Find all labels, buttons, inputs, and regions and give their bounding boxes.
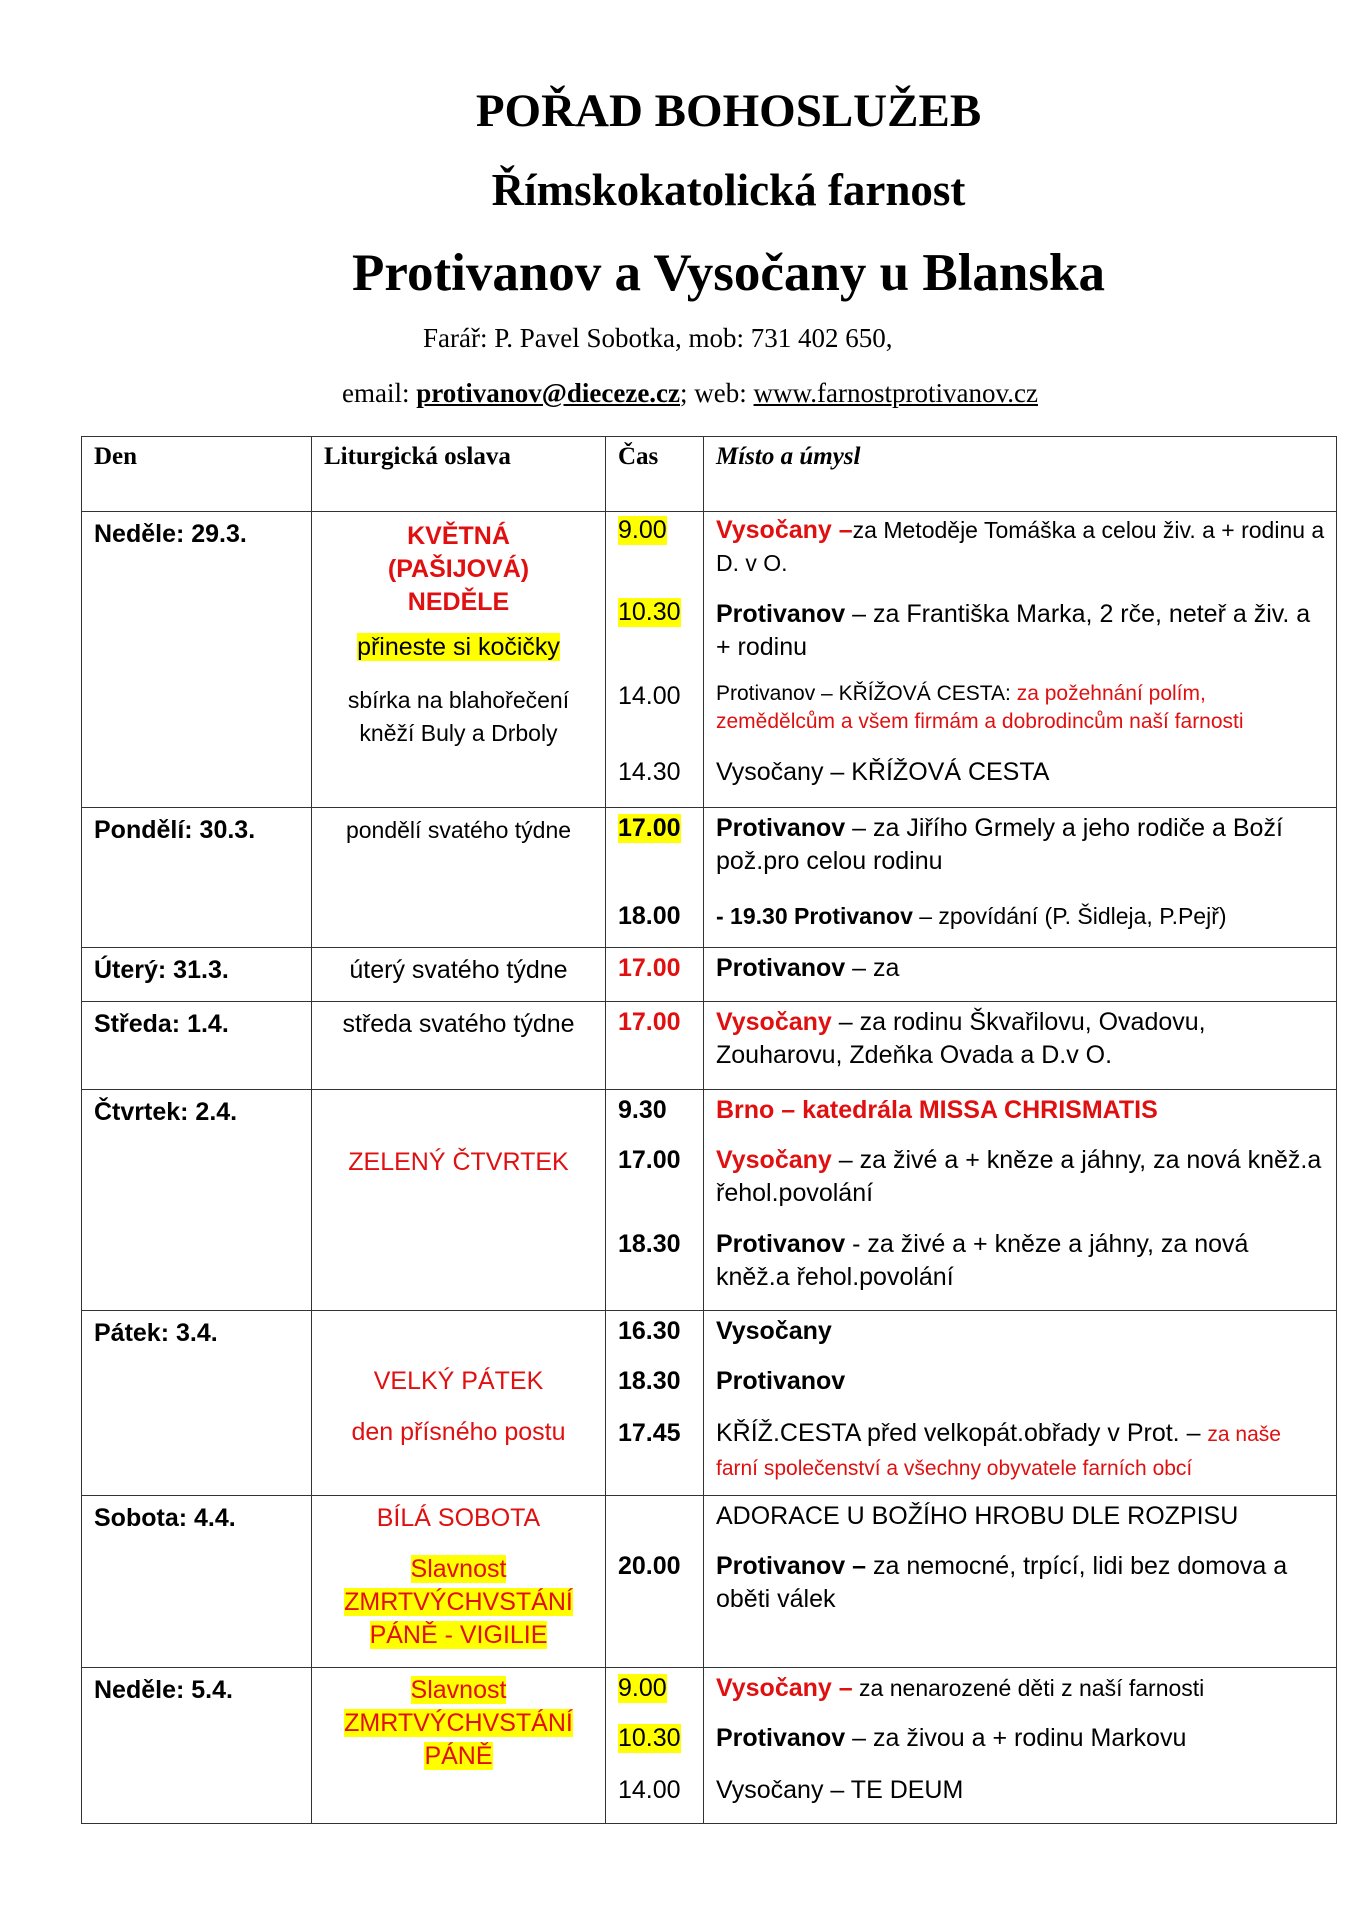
liturgy-cell <box>312 512 606 808</box>
place-cell <box>704 1311 1337 1496</box>
place-cell <box>704 948 1337 1002</box>
table-row <box>82 1090 1337 1311</box>
day-cell: Úterý: 31.3. <box>82 948 312 1002</box>
place-cell <box>704 808 1337 948</box>
entry-text: za požehnání polím, zemědělcům a všem firmám a dobrodincům naší farnosti <box>716 682 1244 733</box>
entry <box>716 1228 1326 1294</box>
web-label: ; web: <box>680 378 754 408</box>
place-cell <box>704 512 1337 808</box>
entry <box>716 1774 963 1807</box>
entry <box>716 1500 1326 1533</box>
entry <box>716 680 1326 736</box>
table-row <box>82 512 1337 808</box>
time-value: 20.00 <box>618 1552 681 1580</box>
document-title: POŘAD BOHOSLUŽEB <box>475 85 982 137</box>
web-link[interactable]: www.farnostprotivanov.cz <box>753 378 1038 408</box>
liturgy-note-2: sbírka na blahořečení <box>347 687 570 713</box>
liturgy-line: Slavnost <box>410 1676 507 1704</box>
place-cell <box>704 1496 1337 1668</box>
time-value: 14.00 <box>618 1776 681 1804</box>
entry-text: – za živou a + rodinu Markovu <box>845 1724 1187 1752</box>
time-value: 18.30 <box>618 1230 681 1258</box>
entry-place: KŘÍŽ.CESTA před velkopát.obřady v Prot. – <box>716 1419 1208 1447</box>
liturgy-line: ZELENÝ ČTVRTEK <box>348 1148 569 1176</box>
contact-line <box>342 378 1038 409</box>
schedule-table <box>81 436 1337 1824</box>
liturgy-cell <box>312 948 606 1002</box>
entry-place: - 19.30 Protivanov <box>716 903 913 929</box>
liturgy-cell <box>312 1090 606 1311</box>
time-value: 10.30 <box>618 1724 681 1752</box>
day-cell: Pondělí: 30.3. <box>82 808 312 948</box>
entry-text: - za živé a + kněze a jáhny, za nová kněž.a řehol.povolání <box>716 1230 1249 1291</box>
entry-place: Protivanov <box>716 600 846 628</box>
liturgy-note: ZMRTVÝCHVSTÁNÍ <box>344 1588 573 1616</box>
entry <box>716 756 1326 789</box>
document-subtitle: Římskokatolická farnost <box>491 165 966 215</box>
day-cell: Pátek: 3.4. <box>82 1311 312 1496</box>
time-value: 17.00 <box>618 954 681 982</box>
time-value: 17.00 <box>618 814 681 842</box>
day-cell: Sobota: 4.4. <box>82 1496 312 1668</box>
time-cell <box>606 512 704 808</box>
entry-place: Protivanov – KŘÍŽOVÁ CESTA: <box>716 682 1017 705</box>
entry-text: – za Františka Marka, 2 rče, neteř a živ. a + rodinu <box>716 600 1311 661</box>
time-cell <box>606 1090 704 1311</box>
email-label: email: <box>342 378 417 408</box>
liturgy-cell <box>312 808 606 948</box>
entry-place: Protivanov <box>716 814 846 842</box>
liturgy-note: den přísného postu <box>351 1418 566 1446</box>
time-value: 10.30 <box>618 598 681 626</box>
liturgy-line: KVĚTNÁ <box>407 522 510 550</box>
entry-place: Protivanov <box>716 1230 846 1258</box>
entry <box>716 900 1326 933</box>
entry-text: za Metoděje Tomáška a celou živ. a + rodinu a D. v O. <box>716 517 1325 576</box>
table-row <box>82 1311 1337 1496</box>
entry-text: – za Jiřího Grmely a jeho rodiče a Boží pož.pro celou rodinu <box>716 814 1283 875</box>
day-cell: Středa: 1.4. <box>82 1002 312 1090</box>
entry-text: za naše farní společenství a všechny obyvatele farních obcí <box>716 1423 1281 1480</box>
column-header-place: Místo a úmysl <box>704 437 1337 512</box>
entry <box>716 1094 1326 1127</box>
liturgy-cell <box>312 1002 606 1090</box>
place-cell <box>704 1002 1337 1090</box>
day-cell: Čtvrtek: 2.4. <box>82 1090 312 1311</box>
entry-text: – za rodinu Škvařilovu, Ovadovu, Zouharovu, Zdeňka Ovada a D.v O. <box>716 1008 1206 1069</box>
entry <box>716 598 1326 664</box>
parish-name: Protivanov a Vysočany u Blanska <box>352 244 1105 302</box>
time-value: 9.30 <box>618 1096 667 1124</box>
time-value: 18.00 <box>618 902 681 930</box>
entry <box>716 948 1328 985</box>
entry <box>716 1550 1326 1616</box>
liturgy-note: PÁNĚ - VIGILIE <box>369 1621 548 1649</box>
liturgy-cell <box>312 1496 606 1668</box>
column-header-day: Den <box>82 437 312 512</box>
liturgy-line: VELKÝ PÁTEK <box>373 1367 544 1395</box>
entry-text: – za <box>845 954 900 982</box>
entry-text: – zpovídání (P. Šidleja, P.Pejř) <box>912 903 1227 929</box>
liturgy-line: pondělí svatého týdne <box>345 817 572 843</box>
entry-place: Vysočany – TE DEUM <box>716 1776 964 1804</box>
time-value: 17.00 <box>618 1146 681 1174</box>
liturgy-line: středa svatého týdne <box>342 1010 575 1038</box>
priest-info: Farář: P. Pavel Sobotka, mob: 731 402 650, <box>423 323 893 353</box>
entry <box>716 1365 1326 1398</box>
place-cell <box>704 1668 1337 1824</box>
column-header-liturgy: Liturgická oslava <box>312 437 606 512</box>
time-value: 14.30 <box>618 758 681 786</box>
time-value: 16.30 <box>618 1317 681 1345</box>
entry <box>716 1672 1204 1705</box>
liturgy-note: Slavnost <box>410 1555 507 1583</box>
time-value: 17.00 <box>618 1008 681 1036</box>
table-row <box>82 1668 1337 1824</box>
liturgy-note: přineste si kočičky <box>357 633 560 661</box>
time-value: 9.00 <box>618 516 667 544</box>
liturgy-line: ZMRTVÝCHVSTÁNÍ <box>344 1709 573 1737</box>
time-value: 17.45 <box>618 1419 681 1447</box>
entry <box>716 1144 1326 1210</box>
entry-place: Vysočany – <box>716 516 853 544</box>
table-header <box>82 437 1337 512</box>
table-row <box>82 808 1337 948</box>
entry-place: Vysočany – <box>716 1674 853 1702</box>
time-value: 9.00 <box>618 1674 667 1702</box>
time-value: 14.00 <box>618 682 681 710</box>
entry <box>716 514 1326 580</box>
liturgy-line: NEDĚLE <box>407 588 510 616</box>
entry-place: ADORACE U BOŽÍHO HROBU DLE ROZPISU <box>716 1502 1239 1530</box>
entry-text: – za živé a + kněze a jáhny, za nová kněž.a řehol.povolání <box>716 1146 1322 1207</box>
liturgy-cell <box>312 1668 606 1824</box>
entry-place: Vysočany – KŘÍŽOVÁ CESTA <box>716 758 1050 786</box>
entry-text: za nenarozené děti z naší farnosti <box>852 1675 1205 1701</box>
liturgy-note-2: kněží Buly a Drboly <box>359 720 558 746</box>
time-cell <box>606 1311 704 1496</box>
entry-place: Vysočany <box>716 1317 832 1345</box>
entry <box>716 1315 1326 1348</box>
entry-text: za nemocné, trpící, lidi bez domova a oběti válek <box>716 1552 1288 1613</box>
time-cell <box>606 948 704 1002</box>
day-cell: Neděle: 5.4. <box>82 1668 312 1824</box>
column-header-time: Čas <box>606 437 704 512</box>
email-link[interactable]: protivanov@dieceze.cz <box>416 378 681 408</box>
time-cell <box>606 1496 704 1668</box>
entry-place: Protivanov – <box>716 1552 867 1580</box>
time-value: 18.30 <box>618 1367 681 1395</box>
time-cell <box>606 1668 704 1824</box>
entry-place: Vysočany <box>716 1008 832 1036</box>
time-cell <box>606 808 704 948</box>
entry-place: Protivanov <box>716 954 846 982</box>
entry-place: Brno – katedrála MISSA CHRISMATIS <box>716 1096 1158 1124</box>
entry <box>716 812 1326 878</box>
table-row <box>82 1002 1337 1090</box>
place-cell <box>704 1090 1337 1311</box>
liturgy-line: BÍLÁ SOBOTA <box>376 1504 541 1532</box>
entry <box>716 1002 1328 1072</box>
entry-place: Protivanov <box>716 1367 846 1395</box>
entry <box>716 1722 1186 1755</box>
day-cell: Neděle: 29.3. <box>82 512 312 808</box>
entry <box>716 1417 1326 1485</box>
liturgy-line: PÁNĚ <box>424 1742 493 1770</box>
table-row <box>82 948 1337 1002</box>
liturgy-line: (PAŠIJOVÁ) <box>387 555 530 583</box>
liturgy-line: úterý svatého týdne <box>349 956 568 984</box>
entry-place: Vysočany <box>716 1146 832 1174</box>
liturgy-cell <box>312 1311 606 1496</box>
time-cell <box>606 1002 704 1090</box>
table-row <box>82 1496 1337 1668</box>
entry-place: Protivanov <box>716 1724 846 1752</box>
